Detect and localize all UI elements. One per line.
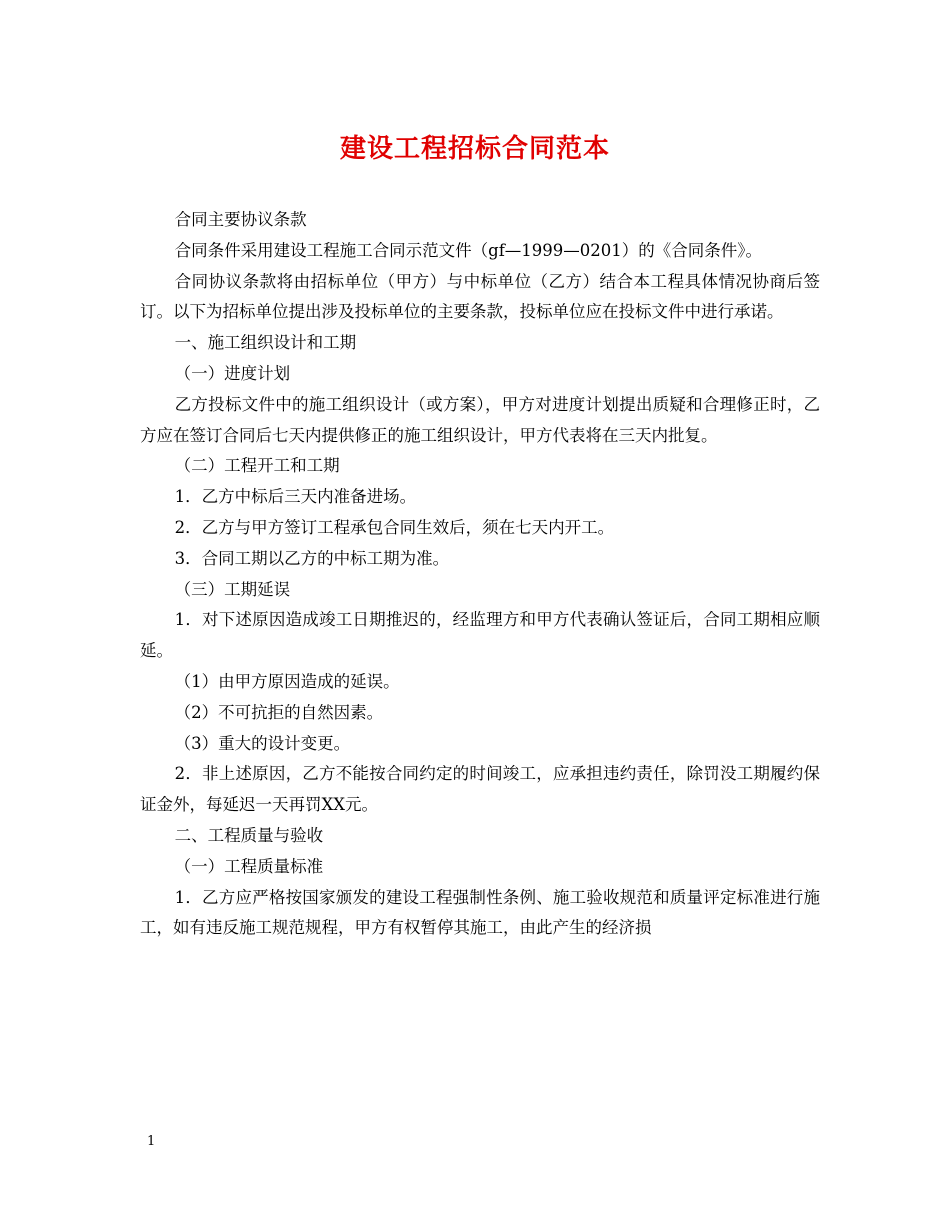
subsection-heading: （一）进度计划 (174, 363, 291, 383)
list-item: 2．乙方与甲方签订工程承包合同生效后，须在七天内开工。 (174, 517, 615, 537)
subsection-heading: （一）工程质量标准 (174, 856, 324, 876)
subsection-heading: （二）工程开工和工期 (174, 456, 340, 476)
list-item: 1．乙方中标后三天内准备进场。 (174, 487, 417, 507)
list-item: 1．乙方应严格按国家颁发的建设工程强制性条例、施工验收规范和质量评定标准进行施工，如有违反施工规范规程，甲方有权暂停其施工，由此产生的经济损 (140, 887, 820, 938)
paragraph: 乙方投标文件中的施工组织设计（或方案），甲方对进度计划提出质疑和合理修正时，乙方应在签订合同后七天内提供修正的施工组织设计，甲方代表将在三天内批复。 (140, 394, 820, 445)
list-item: （2）不可抗拒的自然因素。 (174, 702, 384, 722)
document-body (140, 205, 820, 944)
section-heading: 一、施工组织设计和工期 (174, 333, 357, 353)
section-heading: 二、工程质量与验收 (174, 825, 324, 845)
list-item: 3．合同工期以乙方的中标工期为准。 (174, 548, 450, 568)
paragraph: 合同协议条款将由招标单位（甲方）与中标单位（乙方）结合本工程具体情况协商后签订。以下为招标单位提出涉及投标单位的主要条款，投标单位应在投标文件中进行承诺。 (140, 271, 820, 322)
list-item: （1）由甲方原因造成的延误。 (174, 671, 400, 691)
paragraph: 合同条件采用建设工程施工合同示范文件（gf—1999—0201）的《合同条件》。 (174, 240, 763, 260)
list-item: （3）重大的设计变更。 (174, 733, 351, 753)
list-item: 2．非上述原因，乙方不能按合同约定的时间竣工，应承担违约责任，除罚没工期履约保证金外，每延迟一天再罚XX元。 (140, 764, 820, 815)
subsection-heading: （三）工期延误 (174, 579, 291, 599)
document-title: 建设工程招标合同范本 (339, 134, 610, 164)
list-item: 1．对下述原因造成竣工日期推迟的，经监理方和甲方代表确认签证后，合同工期相应顺延。 (140, 610, 820, 661)
paragraph: 合同主要协议条款 (174, 210, 307, 229)
page-number: 1 (147, 1134, 156, 1149)
